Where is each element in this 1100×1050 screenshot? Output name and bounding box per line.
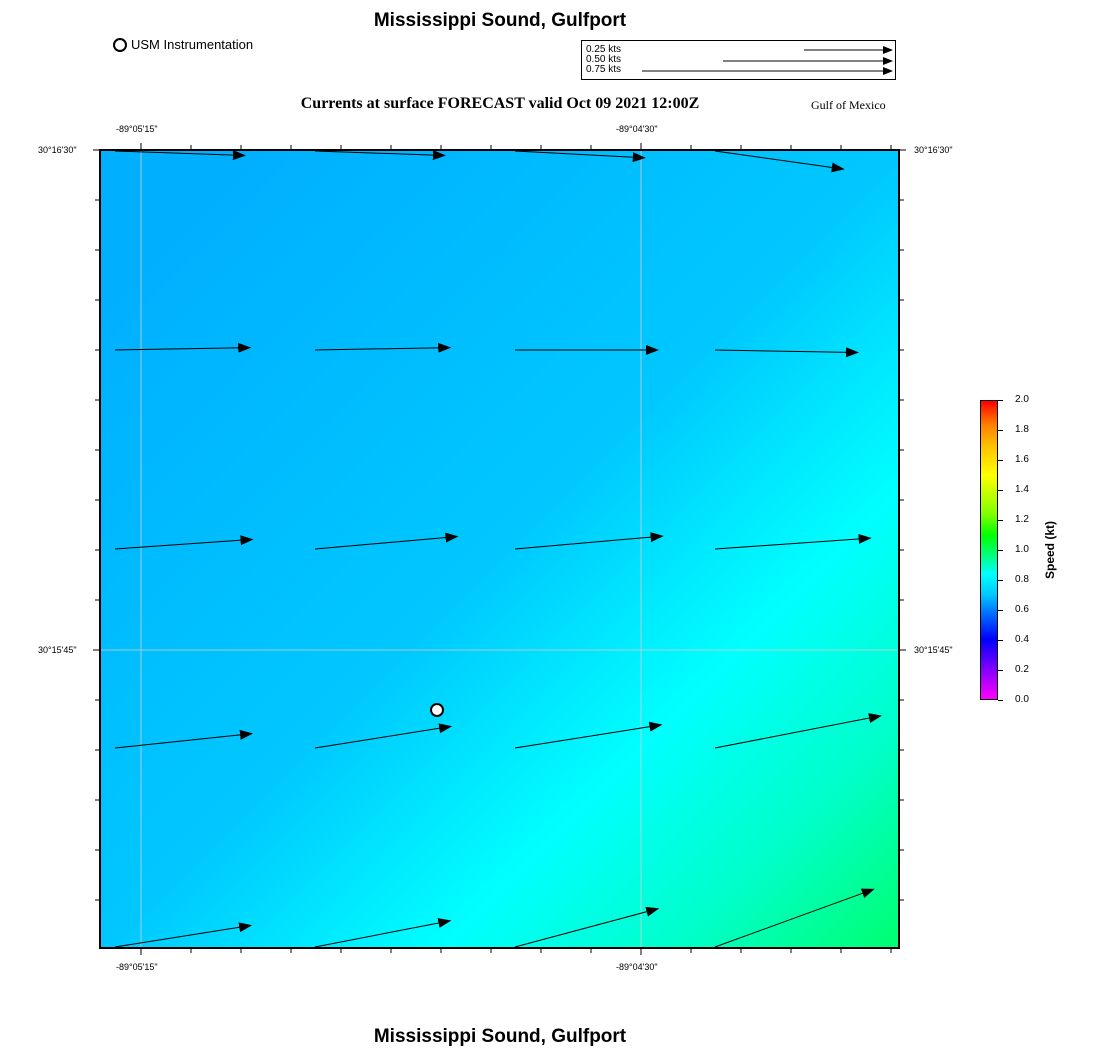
scale-label-1: 0.25 kts bbox=[586, 44, 622, 55]
colorbar-tick-label: 0.2 bbox=[1015, 664, 1029, 675]
colorbar-tick-label: 1.4 bbox=[1015, 484, 1029, 495]
speed-colorbar bbox=[980, 400, 998, 700]
current-map[interactable] bbox=[99, 149, 900, 949]
colorbar-tick-mark bbox=[998, 490, 1003, 491]
lat-right-label-2: 30°15'45" bbox=[914, 645, 953, 655]
colorbar-tick-label: 0.8 bbox=[1015, 574, 1029, 585]
colorbar-tick-label: 2.0 bbox=[1015, 394, 1029, 405]
footer-title: Mississippi Sound, Gulfport bbox=[373, 1026, 627, 1047]
current-map-canvas bbox=[101, 151, 898, 947]
colorbar-tick-mark bbox=[998, 460, 1003, 461]
colorbar-tick-mark bbox=[998, 670, 1003, 671]
colorbar-tick-mark bbox=[998, 550, 1003, 551]
colorbar-tick-mark bbox=[998, 640, 1003, 641]
colorbar-tick-mark bbox=[998, 520, 1003, 521]
station-legend-label: USM Instrumentation bbox=[131, 37, 254, 52]
colorbar-tick-label: 0.6 bbox=[1015, 604, 1029, 615]
colorbar-tick-mark bbox=[998, 580, 1003, 581]
colorbar-tick-label: 0.4 bbox=[1015, 634, 1029, 645]
forecast-subtitle: Currents at surface FORECAST valid Oct 09 2021 12:00Z bbox=[300, 95, 700, 112]
lat-left-label-2: 30°15'45" bbox=[38, 645, 77, 655]
lon-bottom-label-2: -89°04'30" bbox=[616, 962, 658, 972]
colorbar-title: Speed (kt) bbox=[1043, 521, 1057, 580]
colorbar-tick-mark bbox=[998, 700, 1003, 701]
colorbar-tick-label: 1.8 bbox=[1015, 424, 1029, 435]
lon-top-label-2: -89°04'30" bbox=[616, 124, 658, 134]
colorbar-tick-label: 1.0 bbox=[1015, 544, 1029, 555]
map-title: Mississippi Sound, Gulfport bbox=[373, 10, 627, 31]
colorbar-tick-mark bbox=[998, 610, 1003, 611]
colorbar-tick-label: 0.0 bbox=[1015, 694, 1029, 705]
usm-station-marker[interactable] bbox=[431, 704, 443, 716]
colorbar-tick-mark bbox=[998, 400, 1003, 401]
lat-left-label-1: 30°16'30" bbox=[38, 145, 77, 155]
lon-bottom-label-1: -89°05'15" bbox=[116, 962, 158, 972]
speed-background bbox=[101, 151, 898, 947]
scale-label-2: 0.50 kts bbox=[586, 54, 622, 65]
scale-label-3: 0.75 kts bbox=[586, 64, 622, 75]
lon-top-label-1: -89°05'15" bbox=[116, 124, 158, 134]
colorbar-tick-label: 1.2 bbox=[1015, 514, 1029, 525]
colorbar-tick-mark bbox=[998, 430, 1003, 431]
colorbar-tick-label: 1.6 bbox=[1015, 454, 1029, 465]
region-label: Gulf of Mexico bbox=[811, 98, 886, 112]
lat-right-label-1: 30°16'30" bbox=[914, 145, 953, 155]
